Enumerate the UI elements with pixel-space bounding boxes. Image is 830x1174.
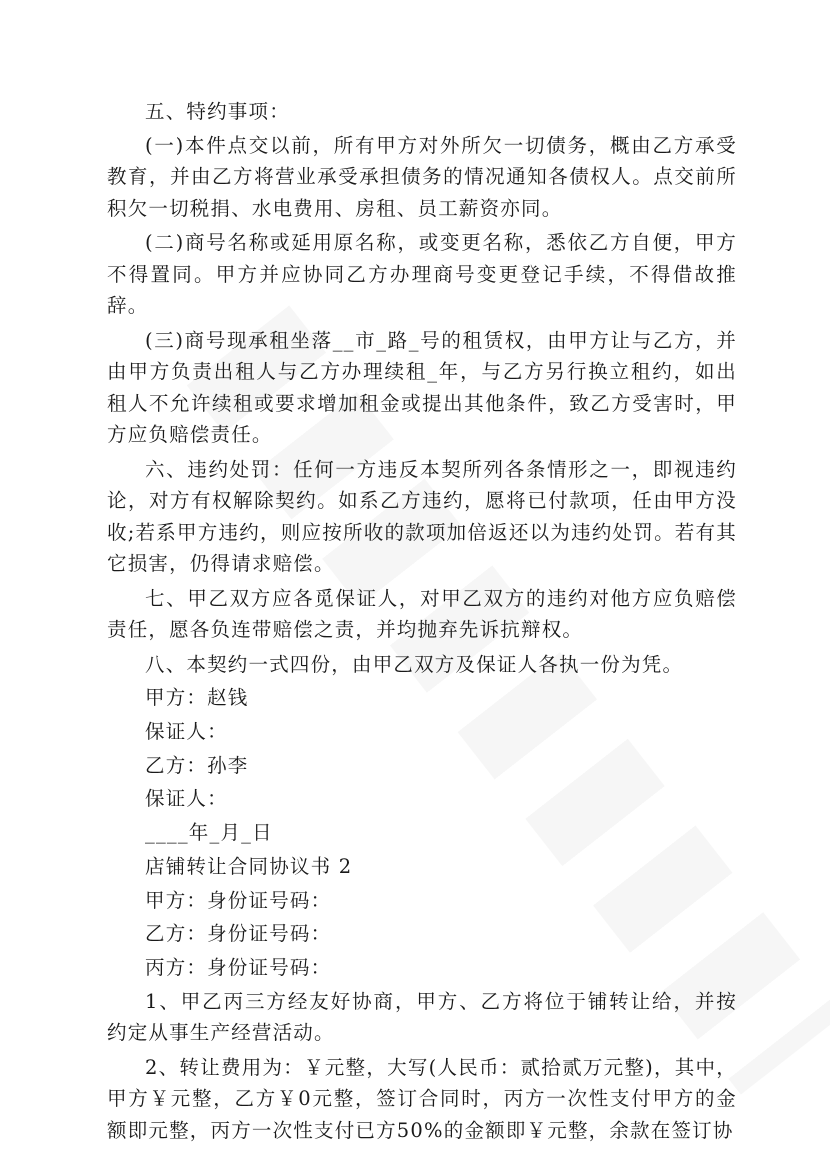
guarantor-b: 保证人： — [145, 787, 228, 811]
section-heading-special-terms: 五、特约事项： — [145, 100, 290, 123]
agreement-2-title: 店铺转让合同协议书 2 — [145, 854, 353, 878]
party-a-signature: 甲方：赵钱 — [145, 686, 249, 710]
clause-2-business-name: (二)商号名称或延用原名称，或变更名称，悉依乙方自便，甲方不得置同。甲方并应协同乙方办理商号变更登记手续，不得借故推辞。 — [107, 231, 737, 318]
clause-1-debts: (一)本件点交以前，所有甲方对外所欠一切债务，概由乙方承受教育，并由乙方将营业承受承担债务的情况通知各债权人。点交前所积欠一切税捐、水电费用、房租、员工薪资亦同。 — [107, 133, 737, 220]
party-c-id: 丙方：身份证号码： — [145, 955, 332, 979]
section-breach-penalty: 六、违约处罚：任何一方违反本契所列各条情形之一，即视违约论，对方有权解除契约。如系乙方违约，愿将已付款项，任由甲方没收;若系甲方违约，则应按所收的款项加倍返还以为违约处罚。若有其它损害，仍得请求赔偿。 — [107, 457, 737, 576]
agreement-2-clause-2: 2、转让费用为：￥元整，大写(人民币：贰拾贰万元整)，其中，甲方￥元整，乙方￥0元整，签订合同时，丙方一次性支付甲方的金额即元整，丙方一次性支付已方50%的金额即￥元整，余款在签订协 — [107, 1055, 737, 1142]
section-guarantors: 七、甲乙双方应各觅保证人，对甲乙双方的违约对他方应负赔偿责任，愿各负连带赔偿之责，并均抛弃先诉抗辩权。 — [107, 586, 737, 642]
party-a-id: 甲方：身份证号码： — [145, 888, 332, 912]
section-copies: 八、本契约一式四份，由甲乙双方及保证人各执一份为凭。 — [145, 652, 684, 676]
document-body — [107, 96, 737, 1149]
party-b-id: 乙方：身份证号码： — [145, 922, 332, 946]
agreement-2-clause-1: 1、甲乙丙三方经友好协商，甲方、乙方将位于铺转让给，并按约定从事生产经营活动。 — [107, 989, 737, 1045]
guarantor-a: 保证人： — [145, 720, 228, 744]
party-b-signature: 乙方：孙李 — [145, 753, 249, 777]
clause-3-lease-rights: (三)商号现承租坐落__市_路_号的租赁权，由甲方让与乙方，并由甲方负责出租人与乙方办理续租_年，与乙方另行换立租约，如出租人不允许续租或要求增加租金或提出其他条件，致乙方受害时，甲方应负赔偿责任。 — [107, 328, 737, 447]
date-line: ____年_月_日 — [145, 821, 273, 845]
